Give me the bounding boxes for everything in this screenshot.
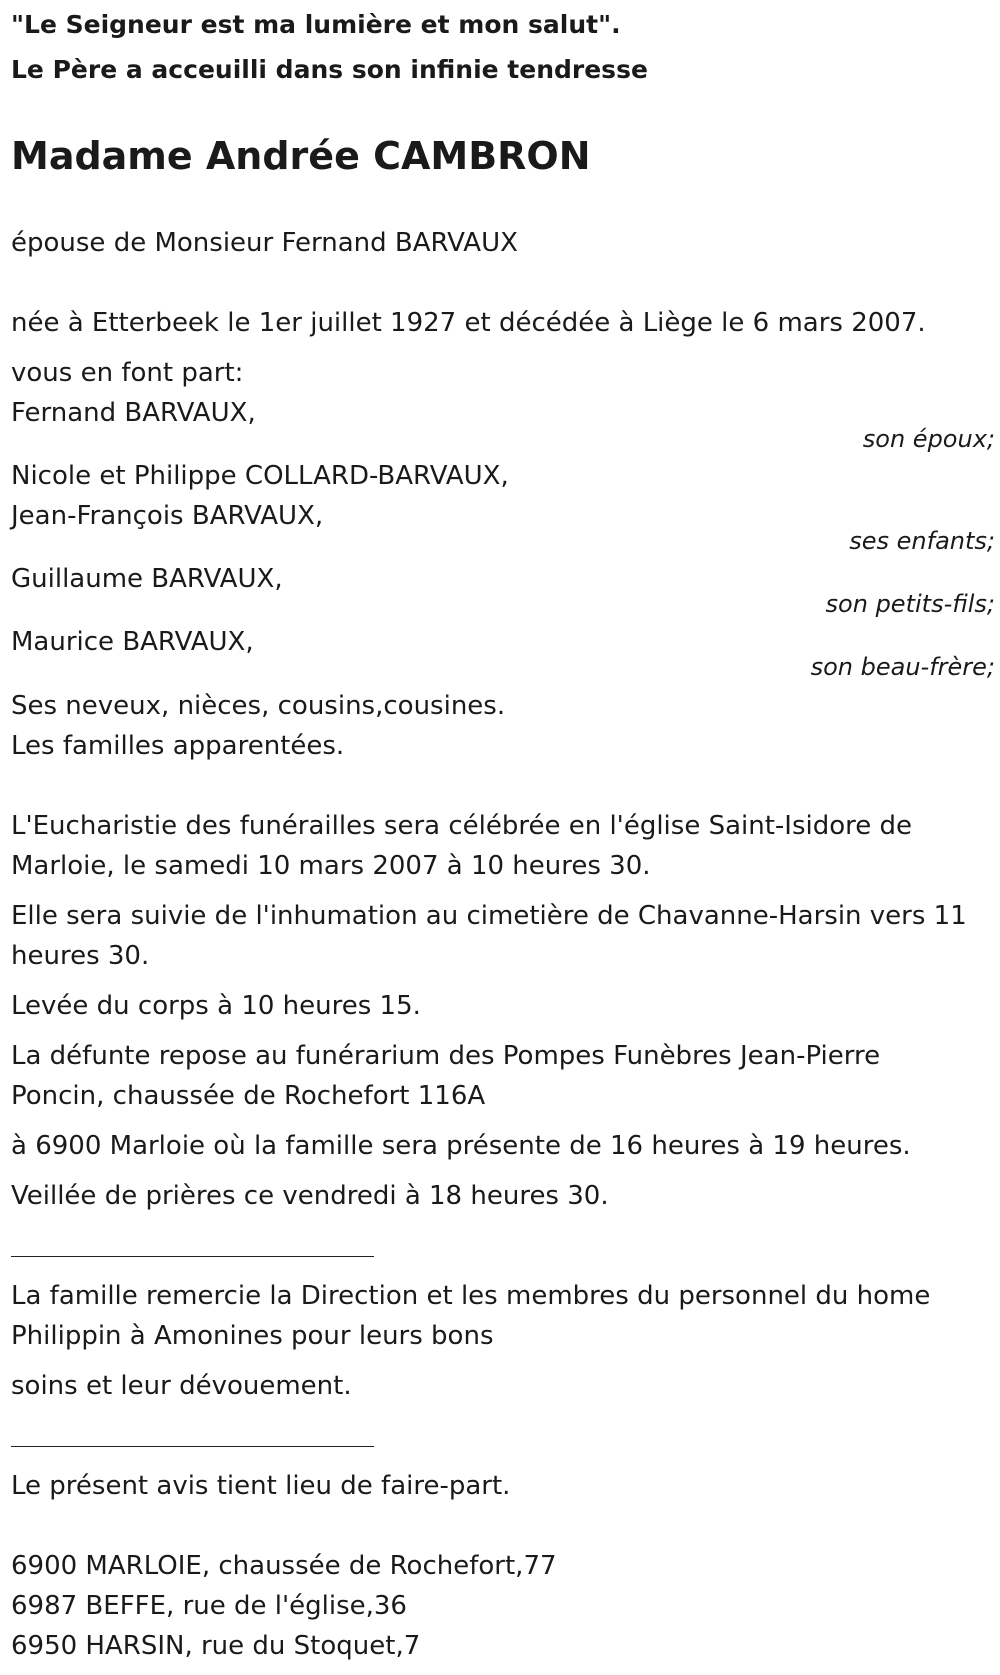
thanks-line: soins et leur dévouement. [11,1371,352,1401]
levee-line: Levée du corps à 10 heures 15. [11,991,421,1021]
eucharist-line: Marloie, le samedi 10 mars 2007 à 10 heures 30. [11,851,651,881]
thanks-line: Philippin à Amonines pour leurs bons [11,1321,494,1351]
address-line: 6900 MARLOIE, chaussée de Rochefort,77 [11,1551,557,1581]
thanks-line: La famille remercie la Direction et les membres du personnel du home [11,1281,931,1311]
announcer-role: son époux; [862,425,995,453]
eucharist-line: L'Eucharistie des funérailles sera célébrée en l'église Saint-Isidore de [11,811,913,841]
announcers-intro: vous en font part: [11,358,244,388]
address-line: 6987 BEFFE, rue de l'église,36 [11,1591,407,1621]
relatives-line: Les familles apparentées. [11,731,345,761]
vigil-line: Veillée de prières ce vendredi à 18 heures 30. [11,1181,609,1211]
relatives-line: Ses neveux, nièces, cousins,cousines. [11,691,506,721]
address-line: 6950 HARSIN, rue du Stoquet,7 [11,1631,421,1661]
announcer-name: Maurice BARVAUX, [11,627,254,657]
announcer-name: Nicole et Philippe COLLARD-BARVAUX, [11,461,509,491]
separator-rule [11,1446,374,1447]
opening-quote: "Le Seigneur est ma lumière et mon salut". [11,10,621,39]
burial-line: heures 30. [11,941,150,971]
announcer-name: Fernand BARVAUX, [11,398,256,428]
announcer-name: Jean-François BARVAUX, [11,501,324,531]
separator-rule [11,1256,374,1257]
deceased-name: Madame Andrée CAMBRON [11,134,591,178]
announcer-role: ses enfants; [849,527,995,555]
funerarium-line: La défunte repose au funérarium des Pompes Funèbres Jean-Pierre [11,1041,881,1071]
announcer-name: Guillaume BARVAUX, [11,564,283,594]
birth-death-line: née à Etterbeek le 1er juillet 1927 et décédée à Liège le 6 mars 2007. [11,308,926,338]
burial-line: Elle sera suivie de l'inhumation au cimetière de Chavanne-Harsin vers 11 [11,901,967,931]
intro-line: Le Père a acceuilli dans son infinie tendresse [11,55,648,84]
spouse-line: épouse de Monsieur Fernand BARVAUX [11,228,518,258]
announcer-role: son beau-frère; [810,653,995,681]
funerarium-line: Poncin, chaussée de Rochefort 116A [11,1081,486,1111]
notice-line: Le présent avis tient lieu de faire-part. [11,1471,511,1501]
presence-line: à 6900 Marloie où la famille sera présente de 16 heures à 19 heures. [11,1131,911,1161]
announcer-role: son petits-fils; [825,590,995,618]
